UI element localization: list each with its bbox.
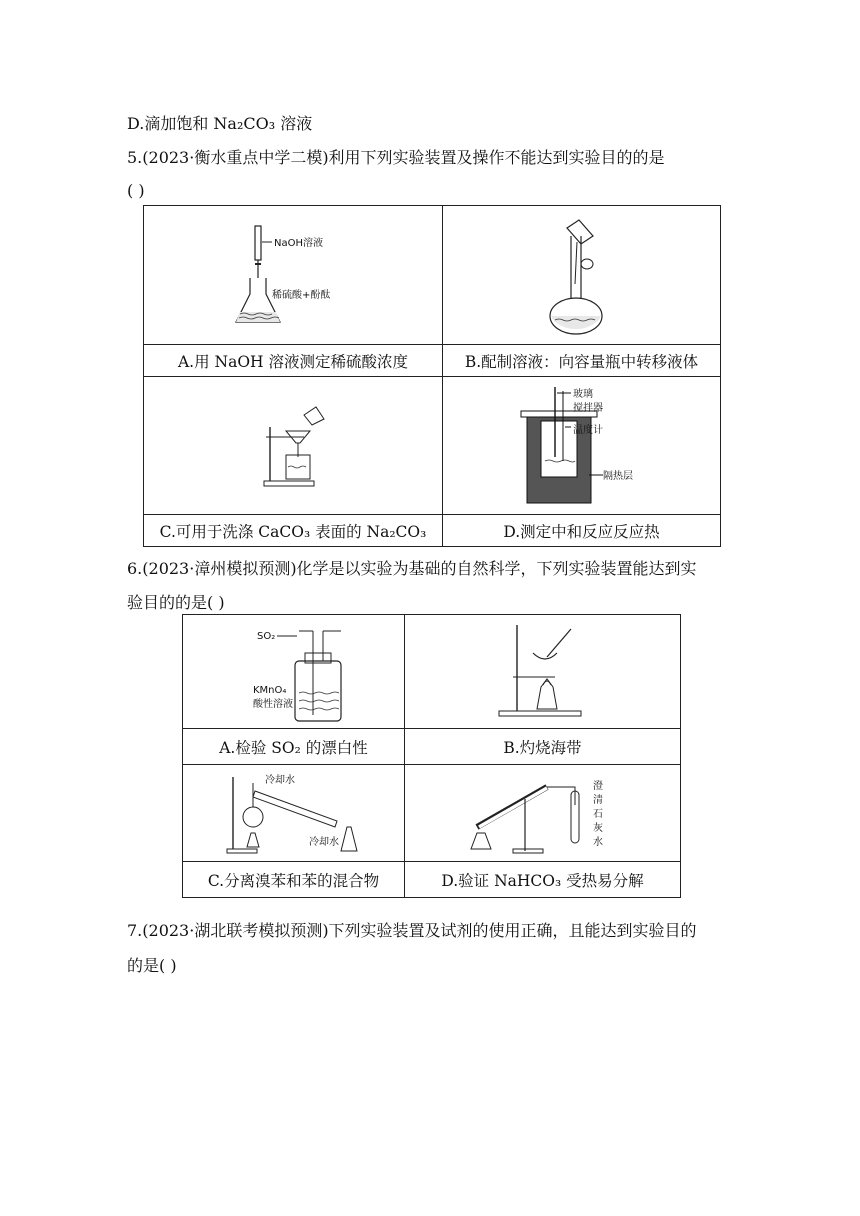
q5-d-label-thermometer: 温度计 (573, 425, 603, 436)
q6-b-figure (405, 615, 681, 729)
q5-d-caption: D.测定中和反应反应热 (443, 515, 721, 547)
q5-c-caption: C.可用于洗涤 CaCO₃ 表面的 Na₂CO₃ (144, 515, 443, 547)
q6-b-caption: B.灼烧海带 (405, 729, 681, 765)
q5-d-label-glass: 玻璃 (573, 389, 593, 400)
q6-figure-table (182, 614, 681, 898)
q5-d-label-stirrer: 搅拌器 (573, 403, 603, 414)
q5-d-figure (443, 377, 721, 515)
q5-b-figure (443, 206, 721, 345)
q5-a-label-acid: 稀硫酸+酚酞 (272, 290, 331, 301)
q5-a-caption: A.用 NaOH 溶液测定稀硫酸浓度 (144, 345, 443, 377)
q6-c-figure (183, 765, 405, 862)
q6-d-label-char-1: 澄 (593, 781, 603, 792)
q5-a-label-naoh: NaOH溶液 (274, 238, 323, 249)
q6-d-figure (405, 765, 681, 862)
q5-b-caption: B.配制溶液：向容量瓶中转移液体 (443, 345, 721, 377)
q5-c-figure (144, 377, 443, 515)
q6-stem: 6.(2023·漳州模拟预测)化学是以实验为基础的自然科学，下列实验装置能达到实 (127, 559, 697, 578)
q6-d-caption: D.验证 NaHCO₃ 受热易分解 (405, 862, 681, 898)
q6-stem-cont: 验目的的是( ) (127, 593, 225, 612)
prev-option-d: D.滴加饱和 Na₂CO₃ 溶液 (127, 114, 313, 133)
q6-c-caption: C.分离溴苯和苯的混合物 (183, 862, 405, 898)
q6-a-caption: A.检验 SO₂ 的漂白性 (183, 729, 405, 765)
q6-a-label-so2: SO₂ (257, 631, 276, 642)
q5-figure-table (143, 205, 721, 547)
q6-a-figure (183, 615, 405, 729)
q6-d-label-char-2: 清 (593, 795, 603, 806)
q6-d-label-char-3: 石 (593, 809, 603, 820)
q5-answer-paren: ( ) (127, 181, 145, 200)
q6-c-label-water-in: 冷却水 (265, 775, 295, 786)
q6-a-label-kmno4: KMnO₄ (253, 685, 287, 696)
q6-a-label-acidic: 酸性溶液 (253, 699, 293, 710)
q5-stem: 5.(2023·衡水重点中学二模)利用下列实验装置及操作不能达到实验目的的是 (127, 148, 665, 167)
q7-stem-cont: 的是( ) (127, 956, 177, 975)
q7-stem: 7.(2023·湖北联考模拟预测)下列实验装置及试剂的使用正确，且能达到实验目的 (127, 921, 697, 940)
q5-d-label-insulation: 隔热层 (603, 471, 633, 482)
q6-c-label-water-out: 冷却水 (309, 837, 339, 848)
q6-d-label-char-5: 水 (593, 837, 603, 848)
q6-d-label-char-4: 灰 (593, 823, 603, 834)
q5-a-figure (144, 206, 443, 345)
